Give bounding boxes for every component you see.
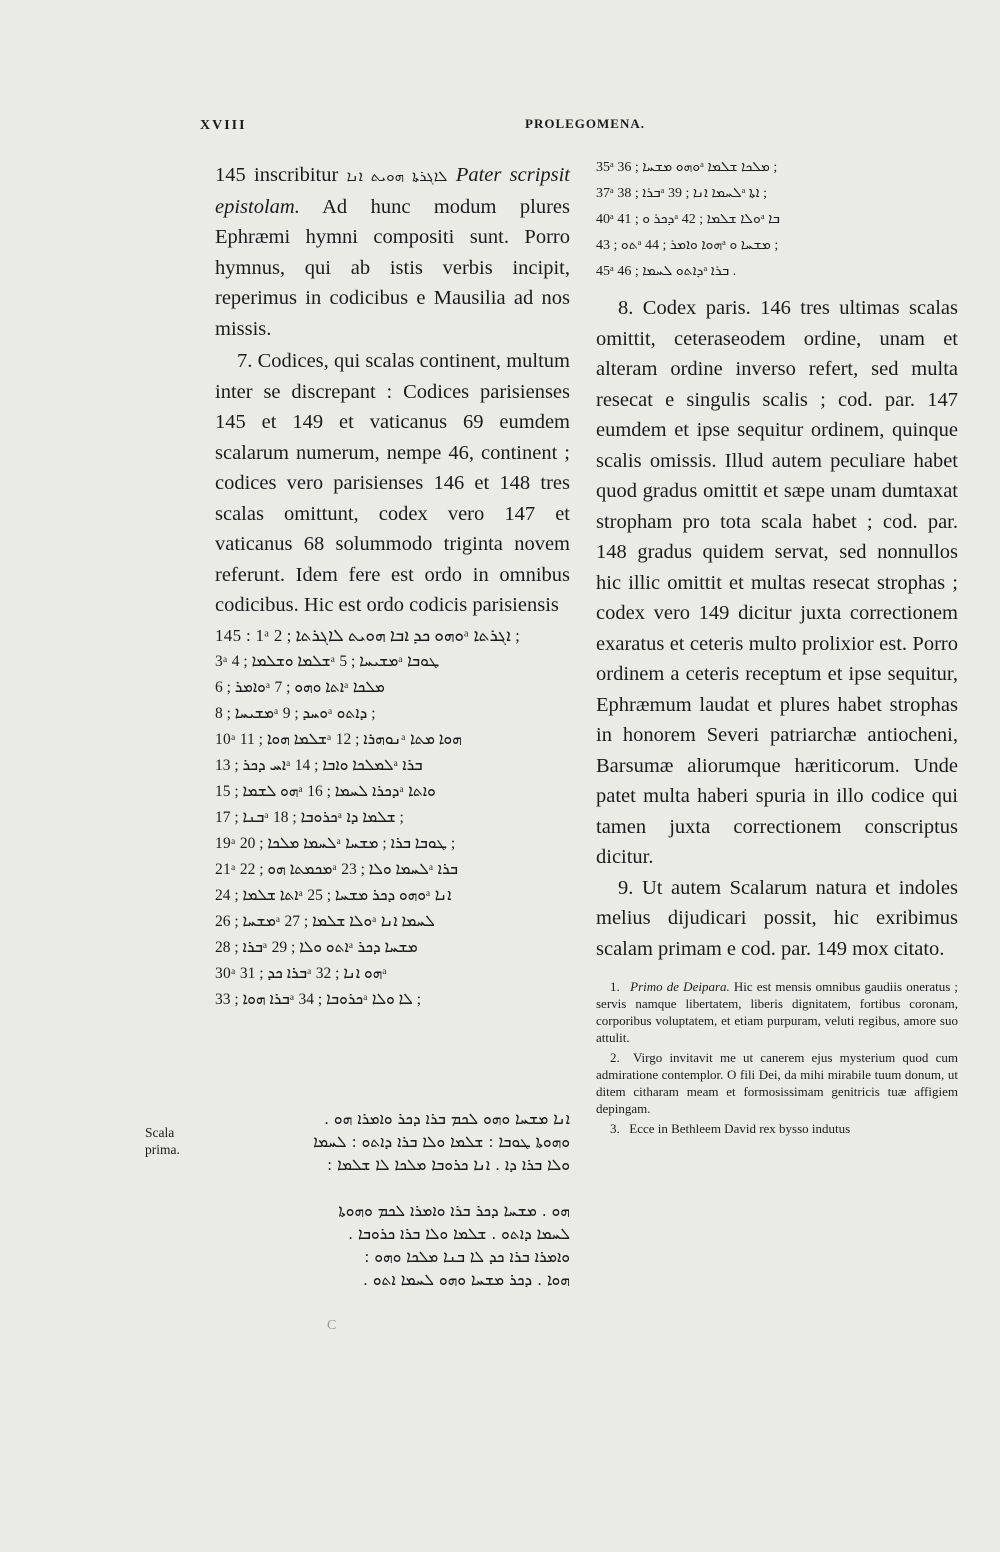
footnotes	[596, 978, 958, 1137]
running-title: PROLEGOMENA.	[525, 116, 645, 131]
list-line: ܘܐܡܪ ; 6ᵃ ܐܬܐ ܘܗܘ ; 7ᵃ ܡܠܟܐ	[215, 678, 385, 696]
paragraph-9-text: 9. Ut autem Scalarum natura et indoles melius dijudicari possit, hic exribimus scalam primam e cod. par. 149 mox citato.	[596, 876, 958, 960]
list-line: 21ᵃ ܡܟܡܬܐ ܗܘ ; 22ᵃ ܠܚܡܐ ܘܠܐ ; 23ᵃ ܒܪܐ	[215, 860, 458, 878]
list-line: 40ᵃ ܕܟܪ ܘ ; 41ᵃ ܘܠܐ ܫܠܡܐ ; 42ᵃ ܒܐ	[596, 212, 780, 227]
verse-line: ܗܘܐ . ܕܟܪ ܡܫܚܐ ܘܗܘ ܠܚܡܐ ܐܬܘ .	[363, 1271, 570, 1289]
p1-text-a: 145 inscribitur	[215, 164, 347, 186]
verse-line: ܐܢܐ ܡܫܚܐ ܘܗܘ ܠܟܡ ܒܪܐ ܕܟܪ ܘܐܡܪܐ ܗܘ .	[324, 1110, 570, 1128]
footnote-3	[596, 1120, 958, 1137]
verse-line: ܠܚܡܐ ܕܐܬܘ . ܫܠܡܐ ܘܠܐ ܒܪܐ ܟܪܘܒܐ .	[348, 1225, 570, 1243]
footnote-number: 1.	[610, 979, 620, 994]
p1-text-c: Ad hunc modum plures Ephræmi hymni compositi sunt. Porro hymnus, qui ab istis verbis incipit, reperimus in codicibus e Mausilia ad nos missis.	[215, 195, 570, 340]
list-line: 10ᵃ ܫܠܡܐ ܗܘܐ ; 11ᵃ ܢܘܗܪܐ ; 12ᵃ ܗܘܐ ܡܬܐ	[215, 730, 462, 748]
footnote-text: Hic est mensis omnibus gaudiis oneratus ; servis namque libertatem, liberis dignitatem, fortibus coronam, corporibus voluptatem, et etiam purpuram, veluti regibus, amore suo attulit.	[596, 979, 959, 1045]
p1-syriac: ܠܐܓܪܬܐ ܗܘܝܬ ܐܢܐ	[346, 167, 448, 185]
list-line: 145 : 1ᵃ ܘܗܘ ܟܕ ܐܒܐ ܗܘܝܬ ܠܐܓܪܬܐ ; 2ᵃ ܐܓܪܬܐ ;	[215, 625, 520, 645]
list-line: ܗܘ ܠܫܡܐ ; 15ᵃ ܕܟܪܐ ܠܚܡܐ ; 16ᵃ ܘܐܬܐ	[215, 782, 436, 800]
footnote-number: 3.	[610, 1121, 620, 1136]
footnote-number: 2.	[610, 1050, 620, 1065]
p1-italic: Pater scripsit epistolam.	[215, 164, 571, 218]
page-mark: C	[327, 1318, 337, 1333]
list-line: 45ᵃ ܕܐܬܘ ܠܚܡܐ ; 46ᵃ ܒܪܐ .	[596, 264, 737, 279]
left-column	[215, 160, 570, 1013]
running-head	[200, 118, 960, 138]
verse-line: ܘܐܡܪܐ ܒܪܐ ܟܕ ܠܐ ܒܢܐ ܡܠܟܐ ܘܗܘ :	[364, 1248, 570, 1266]
right-column	[596, 155, 958, 1140]
list-line: 37ᵃ ܒܪܐ ; 38ᵃ ܠܚܡܐ ܐܢܐ ; 39ᵃ ܐܬܐ ;	[596, 186, 767, 201]
list-line: ܐܬܐ ܫܠܡܐ ; 24ᵃ ܘܗܘ ܕܟܪ ܡܫܚܐ ; 25ᵃ ܐܢܐ	[215, 886, 452, 904]
list-line: ܐܚ ܕܟܪ ; 13ᵃ ܠܡܠܟܐ ܘܐܒܐ ; 14ᵃ ܒܪܐ	[215, 756, 423, 774]
list-line: 30ᵃ ܒܪܐ ܟܕ ; 31ᵃ ܗܘ ܐܢܐ ; 32ᵃ	[215, 964, 387, 982]
footnote-1	[596, 978, 958, 1046]
list-line: ܒܪܐ ; 28ᵃ ܐܬܘ ܘܠܐ ; 29ᵃ ܡܫܚܐ ܕܟܪ	[215, 938, 418, 956]
paragraph-1	[215, 160, 570, 344]
paragraph-8-text: 8. Codex paris. 146 tres ultimas scalas omittit, ceteraseodem ordine, unam et alteram ordine inverso refert, sed multa resecat e singulis scalis ; cod. par. 147 eumdem et ipse sequitur ordinem, quinque scalis omissis. Illud autem peculiare habet quod gradus omittit et sæpe unam dumtaxat stropham pro tota scala habet ; cod. par. 148 gradus quidem servat, sed nonnullos hic illic omittit et multas resecat strophas ; codex vero 149 dicitur juxta correctionem exaratus et ceteris multo prolixior est. Porro ordinem a ceteris receptum et ipse sequitur, Ephræmum laudat et plures habet strophas in honorem Severi patriarchæ antiocheni, Barsumæ aliorumque hæriticorum. Unde patet multa haberi spuria in illo codice qui tamen juxta correctionem conscriptus dicitur.	[596, 297, 958, 868]
footnote-lead: Primo de Deipara.	[630, 979, 730, 994]
list-line: ܡܫܚܐ ; 26ᵃ ܘܠܐ ܫܠܡܐ ; 27ᵃ ܠܚܡܐ ܐܢܐ	[215, 912, 435, 930]
list-line: 35ᵃ ܘܗܘ ܡܫܚܐ ; 36ᵃ ܡܠܟܐ ܫܠܡܐ ;	[596, 160, 778, 175]
paragraph-7	[215, 346, 570, 621]
list-line: ܒܪܐ ܗܘܐ ; 33ᵃ ܟܪܘܒܐ ; 34ᵃ ܠܐ ܘܠܐ ;	[215, 990, 422, 1008]
list-line: 3ᵃ ܫܠܡܐ ܘܫܠܡܐ ; 4ᵃ ܡܫܝܚܐ ; 5ᵃ ܛܘܒܐ	[215, 652, 440, 670]
verse-line: ܘܗܘܬܐ ܛܘܒܐ : ܫܠܡܐ ܘܠܐ ܒܪܐ ܕܐܬܘ : ܠܚܡܐ	[313, 1133, 570, 1151]
footnote-2	[596, 1049, 958, 1117]
paragraph-8	[596, 293, 958, 873]
paragraph-7-text: 7. Codices, qui scalas continent, multum inter se discrepant : Codices parisienses 145 et 149 et vaticanus 69 eumdem scalarum numerum, nempe 46, continent ; codices vero parisienses 146 et 148 tres scalas omittunt, codex vero 147 et vaticanus 68 solummodo triginta novem referunt. Idem fere est ordo in omnibus codicibus. Hic est ordo codicis parisiensis	[215, 350, 570, 616]
folio: XVIII	[200, 118, 247, 133]
footnote-text: Virgo invitavit me ut canerem ejus mysterium quod cum admiratione contemplor. O fili Dei, da mihi mirabile tuum donum, ut ditem citharam meam et formosissimam genitricis tuæ affigiem depingam.	[596, 1050, 958, 1116]
footnote-text: Ecce in Bethleem David rex bysso indutus	[629, 1121, 851, 1136]
list-line: 19ᵃ ܠܚܡܐ ܡܠܟܐ ; 20ᵃ ܛܘܒܐ ܒܪܐ ; ܡܫܚܐ ;	[215, 834, 456, 852]
margin-note: Scala prima.	[145, 1125, 180, 1157]
verse-line: ܗܘ . ܡܫܚܐ ܕܟܪ ܒܪܐ ܘܐܡܪܐ ܠܟܡ ܘܗܘܬܐ	[338, 1202, 570, 1220]
list-line: ܡܫܝܚܐ ; 8ᵃ ܘܚܕ ; 9ᵃ ܕܐܬܘ ;	[215, 704, 376, 722]
list-line: ܬܘ ; 43ᵃ ܗܘܐ ܘܐܡܪ ; 44ᵃ ܡܫܚܐ ܘ ;	[596, 238, 779, 253]
p1-space	[448, 164, 456, 186]
scala-order-list	[215, 623, 570, 1013]
syriac-verse-1	[215, 1108, 570, 1177]
scala-order-list-continued	[596, 155, 958, 285]
verse-line: ܘܠܐ ܒܪܐ ܕܐ . ܐܢܐ ܟܪܘܒܐ ܡܠܟܐ ܠܐ ܫܠܡܐ :	[326, 1156, 570, 1174]
paragraph-9	[596, 873, 958, 965]
list-line: ܒܢܐ ; 17ᵃ ܟܪܘܒܐ ; 18ᵃ ܫܠܡܐ ܕܐ ;	[215, 808, 404, 826]
syriac-verse-2	[215, 1200, 570, 1292]
